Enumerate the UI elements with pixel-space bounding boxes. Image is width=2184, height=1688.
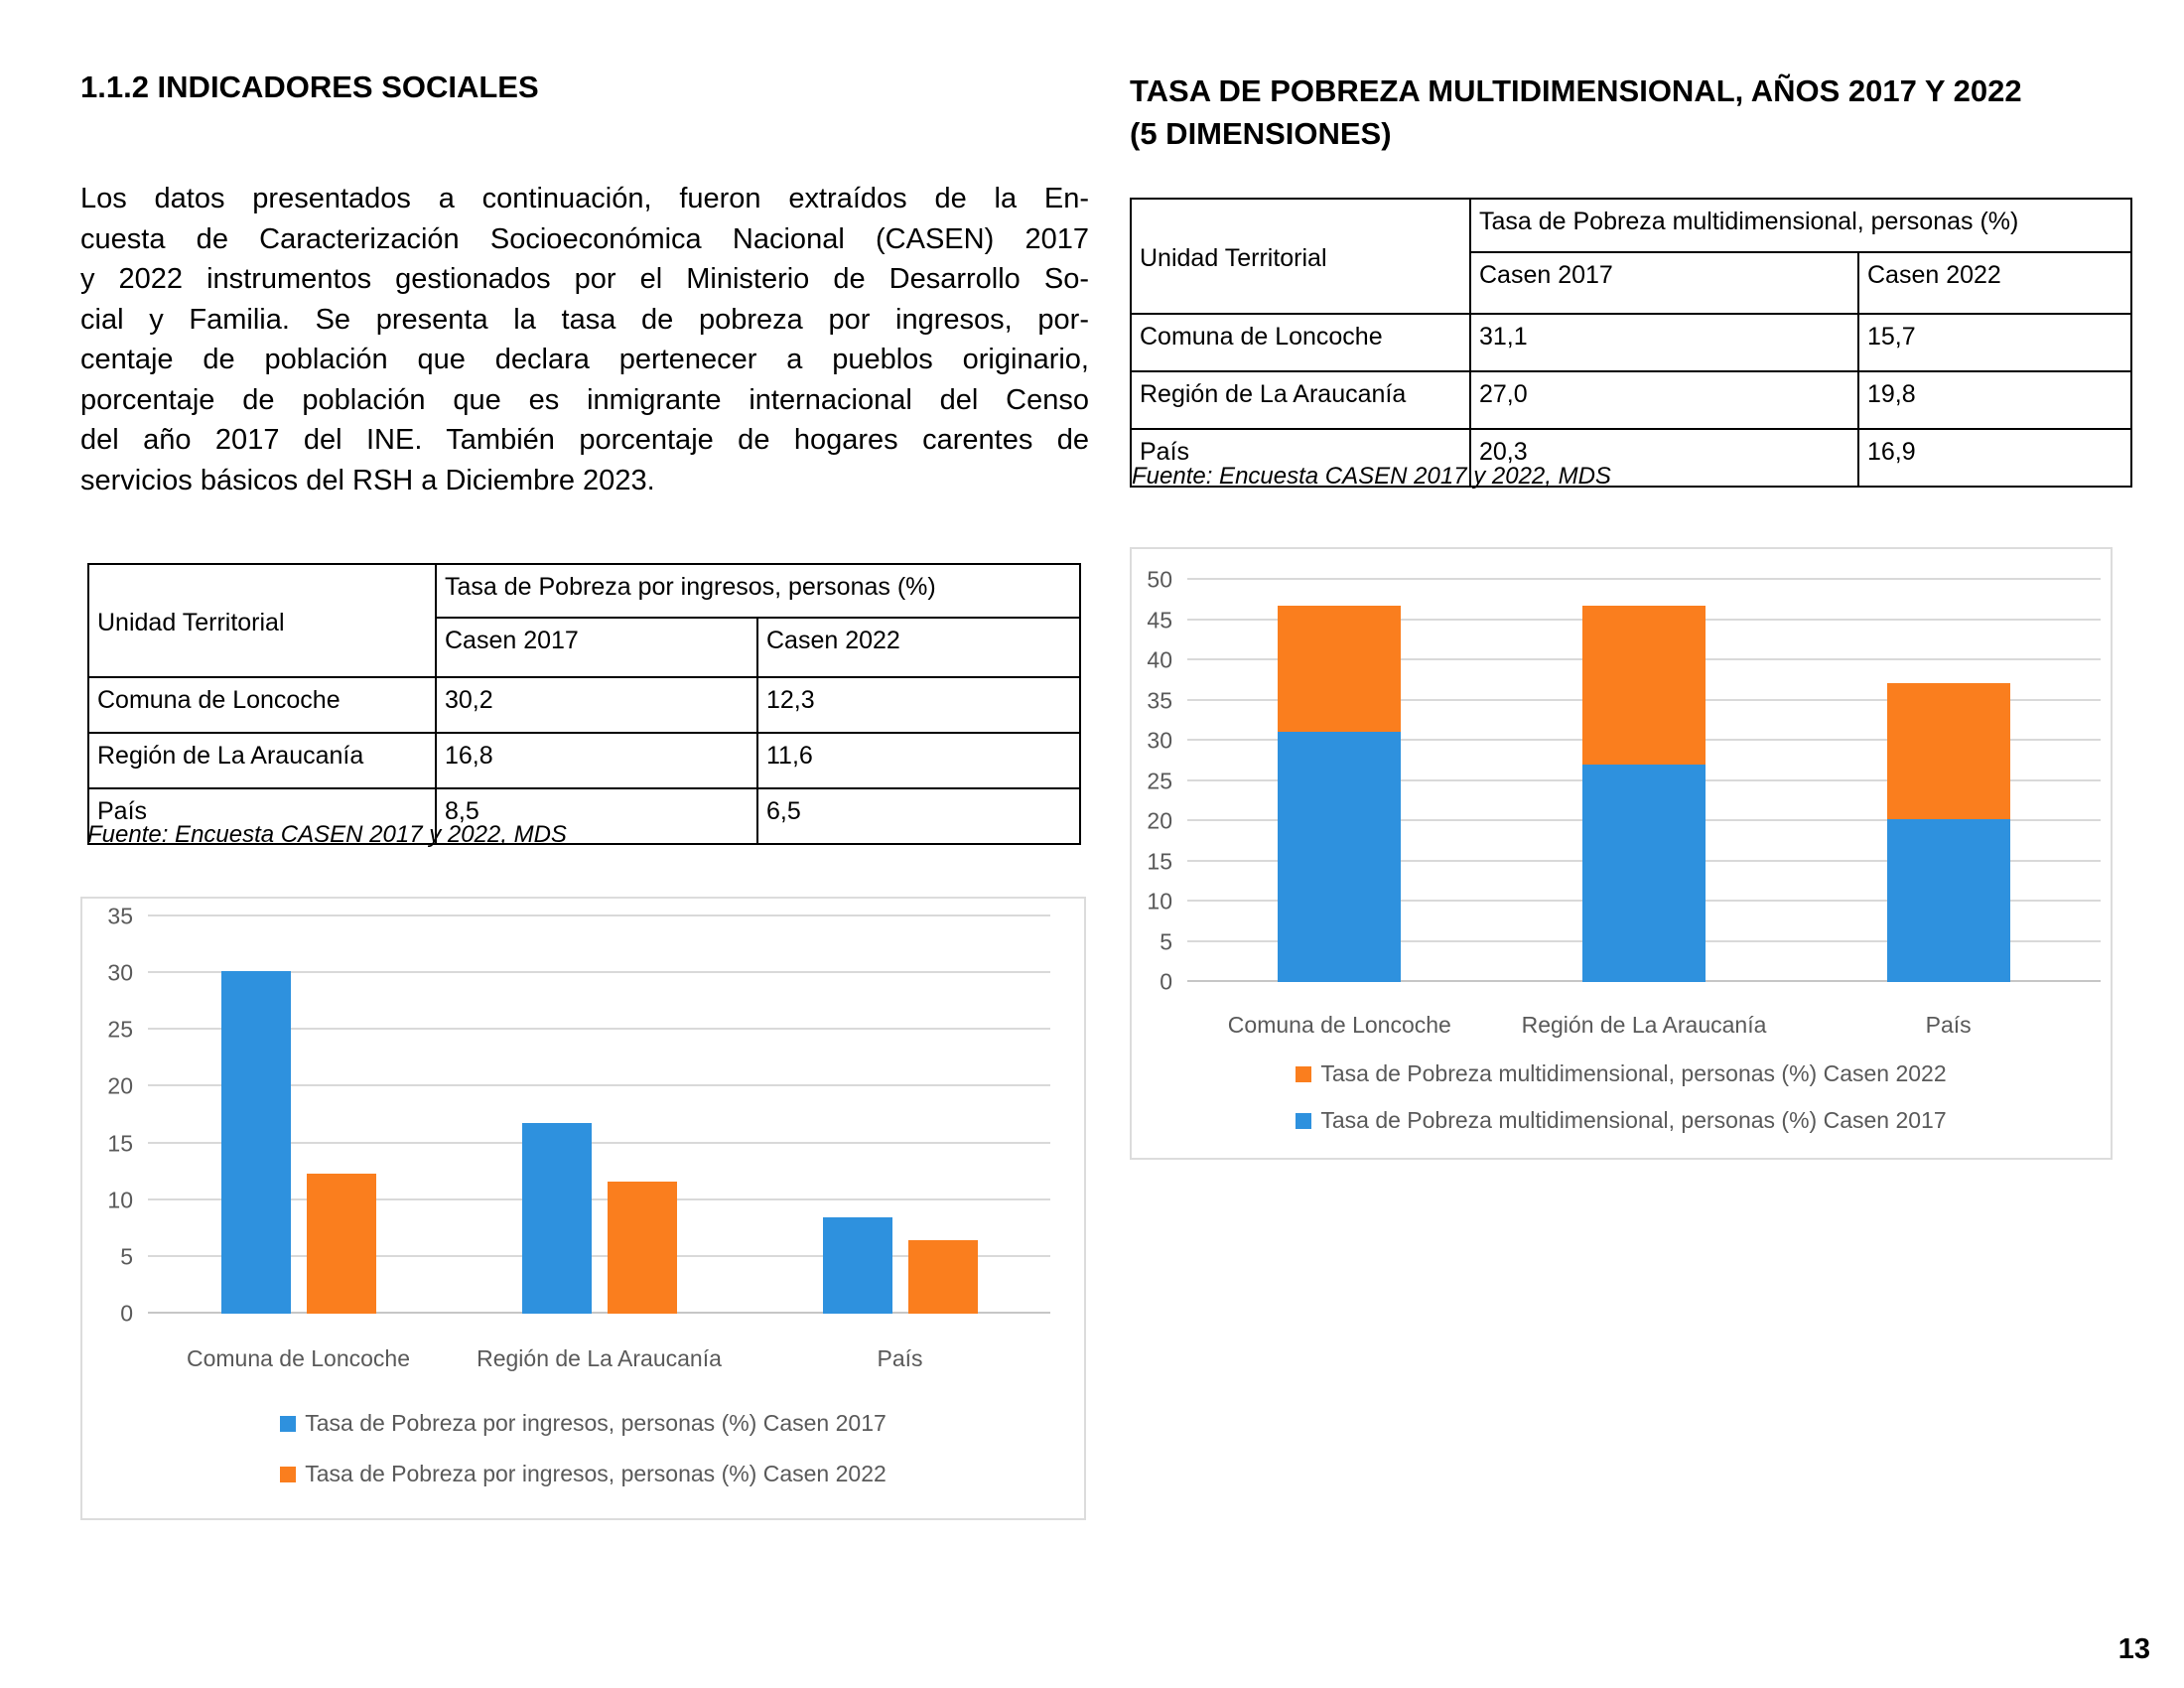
x-category-label: Región de La Araucanía bbox=[1521, 1012, 1767, 1038]
legend-swatch-icon bbox=[280, 1467, 296, 1482]
stacked-bar bbox=[1582, 580, 1706, 982]
value-cell: 19,8 bbox=[1858, 371, 2131, 429]
paragraph-line: servicios básicos del RSH a Diciembre 2023. bbox=[80, 464, 655, 496]
paragraph-line: centaje de población que declara pertenecer a pueblos originario, bbox=[80, 344, 1089, 375]
value-cell: 8,5 bbox=[436, 788, 757, 844]
paragraph-line: cuesta de Caracterización Socioeconómica Nacional (CASEN) 2017 bbox=[80, 222, 1089, 255]
x-axis-labels bbox=[1187, 1012, 2101, 1039]
territory-cell: Comuna de Loncoche bbox=[88, 677, 436, 733]
y-axis-tick-label: 30 bbox=[107, 959, 133, 986]
intro-paragraph bbox=[80, 179, 1089, 500]
multidim-poverty-chart bbox=[1130, 547, 2113, 1160]
legend-label: Tasa de Pobreza multidimensional, personas (%) Casen 2022 bbox=[1320, 1060, 1947, 1086]
bar-segment bbox=[1887, 819, 2010, 982]
source-note: Fuente: Encuesta CASEN 2017 y 2022, MDS bbox=[1132, 463, 1611, 490]
legend-item bbox=[1296, 1060, 1946, 1087]
y-axis-tick-label: 35 bbox=[107, 903, 133, 929]
y-axis-tick-label: 20 bbox=[1147, 807, 1172, 834]
y-axis-tick-label: 15 bbox=[1147, 848, 1172, 874]
paragraph-line: y 2022 instrumentos gestionados por el Ministerio de Desarrollo So- bbox=[80, 263, 1089, 295]
y-axis-tick-label: 0 bbox=[1160, 968, 1172, 995]
source-note: Fuente: Encuesta CASEN 2017 y 2022, MDS bbox=[87, 821, 567, 848]
x-category-label: País bbox=[1925, 1012, 1972, 1038]
x-category-label: Comuna de Loncoche bbox=[1227, 1012, 1451, 1038]
paragraph-line: Los datos presentados a continuación, fueron extraídos de la En- bbox=[80, 183, 1089, 214]
bar-segment bbox=[1887, 683, 2010, 819]
table-col-header: Casen 2022 bbox=[1858, 252, 2131, 314]
x-category-label: País bbox=[877, 1345, 923, 1371]
value-cell: 16,9 bbox=[1858, 429, 2131, 487]
value-cell: 20,3 bbox=[1470, 429, 1858, 487]
chart-legend bbox=[82, 1410, 1084, 1487]
x-category-label: Comuna de Loncoche bbox=[186, 1345, 411, 1371]
legend-item bbox=[280, 1410, 887, 1437]
y-axis-tick-label: 0 bbox=[120, 1300, 133, 1327]
y-axis-tick-label: 25 bbox=[107, 1016, 133, 1043]
x-category-label: Región de La Araucanía bbox=[477, 1345, 722, 1371]
section-heading: 1.1.2 INDICADORES SOCIALES bbox=[80, 70, 539, 104]
y-axis-tick-label: 20 bbox=[107, 1072, 133, 1099]
table-row bbox=[88, 733, 1080, 788]
legend-label: Tasa de Pobreza por ingresos, personas (%) Casen 2022 bbox=[305, 1461, 887, 1486]
y-axis-tick-label: 40 bbox=[1147, 646, 1172, 673]
legend-item bbox=[1296, 1107, 1946, 1134]
value-cell: 12,3 bbox=[757, 677, 1080, 733]
paragraph-line: cial y Familia. Se presenta la tasa de pobreza por ingresos, por- bbox=[80, 303, 1089, 336]
y-axis-tick-label: 15 bbox=[107, 1130, 133, 1157]
table-row bbox=[1131, 371, 2131, 429]
paragraph-line: porcentaje de población que es inmigrante internacional del Censo bbox=[80, 383, 1089, 416]
stacked-bar bbox=[1887, 580, 2010, 982]
right-heading-line-1: TASA DE POBREZA MULTIDIMENSIONAL, AÑOS 2017 Y 2022 bbox=[1130, 73, 2022, 108]
bar-group bbox=[148, 916, 449, 1314]
bar bbox=[608, 1182, 677, 1314]
value-cell: 6,5 bbox=[757, 788, 1080, 844]
bar bbox=[522, 1123, 592, 1314]
bars-layer bbox=[148, 916, 1050, 1314]
y-axis-tick-label: 5 bbox=[120, 1243, 133, 1270]
territory-cell: Comuna de Loncoche bbox=[1131, 314, 1470, 371]
legend-swatch-icon bbox=[1296, 1113, 1311, 1129]
bar-group bbox=[449, 916, 750, 1314]
stacked-bar bbox=[1278, 580, 1401, 982]
y-axis-tick-label: 50 bbox=[1147, 566, 1172, 593]
table-col-header: Casen 2017 bbox=[1470, 252, 1858, 314]
chart-legend bbox=[1132, 1060, 2111, 1134]
bar-segment bbox=[1582, 606, 1706, 765]
bar-group bbox=[750, 916, 1050, 1314]
value-cell: 30,2 bbox=[436, 677, 757, 733]
y-axis-tick-label: 5 bbox=[1160, 928, 1172, 954]
income-poverty-chart bbox=[80, 897, 1086, 1520]
table-row bbox=[88, 677, 1080, 733]
territory-cell: Región de La Araucanía bbox=[1131, 371, 1470, 429]
y-axis-tick-label: 10 bbox=[107, 1187, 133, 1213]
bar bbox=[307, 1174, 376, 1314]
value-cell: 16,8 bbox=[436, 733, 757, 788]
y-axis-tick-label: 30 bbox=[1147, 727, 1172, 754]
bar-segment bbox=[1278, 732, 1401, 982]
right-heading bbox=[1130, 70, 2132, 155]
paragraph-line: del año 2017 del INE. También porcentaje de hogares carentes de bbox=[80, 424, 1089, 456]
territory-cell: País bbox=[1131, 429, 1470, 487]
income-poverty-table bbox=[87, 563, 1081, 845]
y-axis-tick-label: 35 bbox=[1147, 687, 1172, 713]
territory-cell: País bbox=[88, 788, 436, 844]
bar-segment bbox=[1278, 606, 1401, 732]
legend-label: Tasa de Pobreza por ingresos, personas (%) Casen 2017 bbox=[305, 1410, 887, 1436]
value-cell: 27,0 bbox=[1470, 371, 1858, 429]
bar bbox=[908, 1240, 978, 1314]
table-corner-header: Unidad Territorial bbox=[88, 564, 436, 677]
plot-area bbox=[1147, 566, 2101, 995]
multidim-poverty-table bbox=[1130, 198, 2132, 488]
plot-area bbox=[107, 903, 1050, 1327]
legend-item bbox=[280, 1461, 887, 1487]
legend-swatch-icon bbox=[280, 1416, 296, 1432]
bar-group bbox=[1492, 580, 1797, 982]
table-col-header: Casen 2022 bbox=[757, 618, 1080, 677]
table-corner-header: Unidad Territorial bbox=[1131, 199, 1470, 314]
right-heading-line-2: (5 DIMENSIONES) bbox=[1130, 116, 1392, 151]
page-number: 13 bbox=[2117, 1633, 2150, 1665]
territory-cell: Región de La Araucanía bbox=[88, 733, 436, 788]
bars-layer bbox=[1187, 580, 2101, 982]
value-cell: 31,1 bbox=[1470, 314, 1858, 371]
table-row bbox=[1131, 314, 2131, 371]
bar-segment bbox=[1582, 765, 1706, 982]
bar bbox=[823, 1217, 892, 1314]
bar bbox=[221, 971, 291, 1314]
y-axis-tick-label: 25 bbox=[1147, 768, 1172, 793]
bar-group bbox=[1796, 580, 2101, 982]
y-axis-tick-label: 45 bbox=[1147, 607, 1172, 633]
table-span-header: Tasa de Pobreza por ingresos, personas (%) bbox=[436, 564, 1080, 618]
legend-label: Tasa de Pobreza multidimensional, personas (%) Casen 2017 bbox=[1320, 1107, 1947, 1133]
y-axis-tick-label: 10 bbox=[1147, 888, 1172, 914]
legend-swatch-icon bbox=[1296, 1066, 1311, 1082]
table-span-header: Tasa de Pobreza multidimensional, personas (%) bbox=[1470, 199, 2131, 252]
x-axis-labels bbox=[148, 1345, 1050, 1372]
value-cell: 11,6 bbox=[757, 733, 1080, 788]
bar-group bbox=[1187, 580, 1492, 982]
table-col-header: Casen 2017 bbox=[436, 618, 757, 677]
value-cell: 15,7 bbox=[1858, 314, 2131, 371]
